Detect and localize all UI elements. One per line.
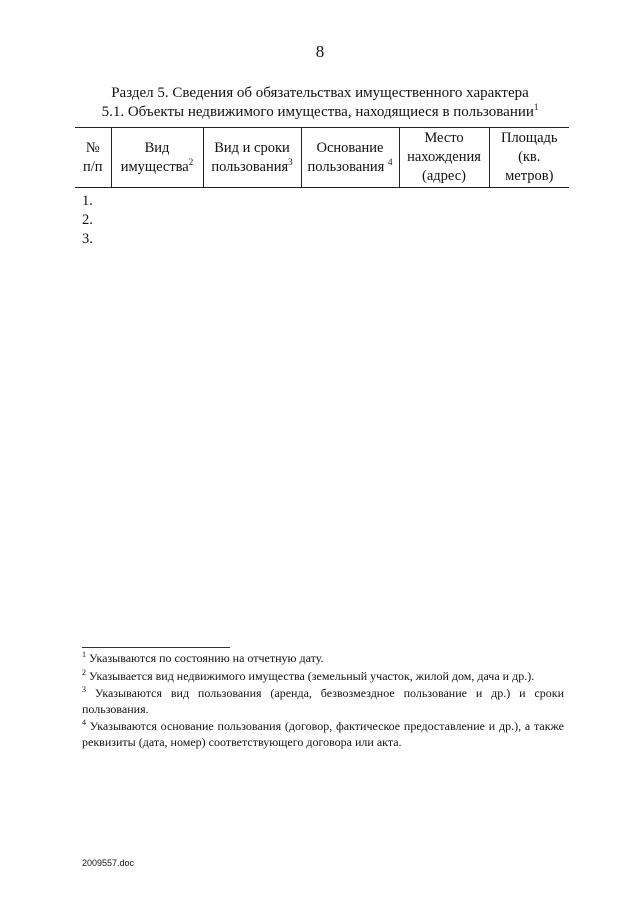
header-line: Место: [424, 130, 464, 146]
footnote-number: 3: [82, 685, 86, 694]
header-usage-type: [203, 128, 301, 188]
subsection-title-text: 5.1. Объекты недвижимого имущества, находящиеся в пользовании: [101, 104, 534, 120]
header-line: метров): [505, 168, 554, 184]
table-row: 1.: [82, 193, 93, 209]
header-line: Вид: [144, 139, 170, 156]
table-rows: [82, 192, 93, 249]
footnote-number: 2: [82, 667, 86, 677]
table-row: 3.: [82, 231, 93, 247]
header-line: пользования: [307, 158, 385, 175]
header-line: (адрес): [422, 168, 466, 184]
footnote-marker: 2: [188, 156, 194, 167]
header-location: [399, 128, 489, 188]
footnote-divider: [82, 647, 230, 648]
header-line: п/п: [82, 158, 103, 175]
footnote-text: Указываются вид пользования (аренда, безвозмездное пользование и др.) и сроки пользования.: [82, 686, 565, 716]
footnote: [82, 651, 564, 667]
header-number: [75, 128, 111, 188]
header-line: Вид и сроки: [214, 139, 290, 156]
header-property-type: [111, 128, 203, 188]
footnote-marker: 3: [288, 156, 293, 167]
header-line: пользования: [211, 158, 289, 175]
footnote-number: 1: [82, 650, 86, 659]
document-filename: 2009557.doc: [82, 858, 135, 868]
footnote-text: Указываются основание пользования (договор, фактическое предоставление и др.), а также реквизиты (дата, номер) соответствующего договора или акта.: [82, 719, 564, 749]
header-area: [489, 128, 569, 188]
page-number: 8: [315, 42, 325, 61]
subsection-title: [0, 104, 640, 121]
header-usage-basis: [301, 128, 399, 188]
header-line: Площадь: [500, 130, 558, 146]
header-line: №: [85, 139, 100, 156]
header-line: нахождения: [407, 149, 481, 165]
footnotes: [82, 651, 564, 752]
footnote-text: Указываются по состоянию на отчетную дату.: [89, 651, 324, 665]
footnote-number: 4: [82, 718, 86, 727]
subsection-footnote-marker: 1: [533, 102, 539, 112]
footnote: [82, 669, 564, 685]
table-header-row: [75, 128, 569, 188]
footnote-marker: 4: [387, 156, 393, 167]
property-table: [75, 127, 569, 188]
header-line: Основание: [316, 139, 384, 156]
section-title: Раздел 5. Сведения об обязательствах имущественного характера: [111, 85, 529, 101]
footnote-text: Указывается вид недвижимого имущества (земельный участок, жилой дом, дача и др.).: [89, 668, 535, 683]
footnote: [82, 719, 564, 750]
header-line: имущества: [120, 158, 189, 175]
table-row: 2.: [82, 212, 93, 228]
header-line: (кв.: [518, 149, 541, 165]
footnote: [82, 686, 564, 717]
